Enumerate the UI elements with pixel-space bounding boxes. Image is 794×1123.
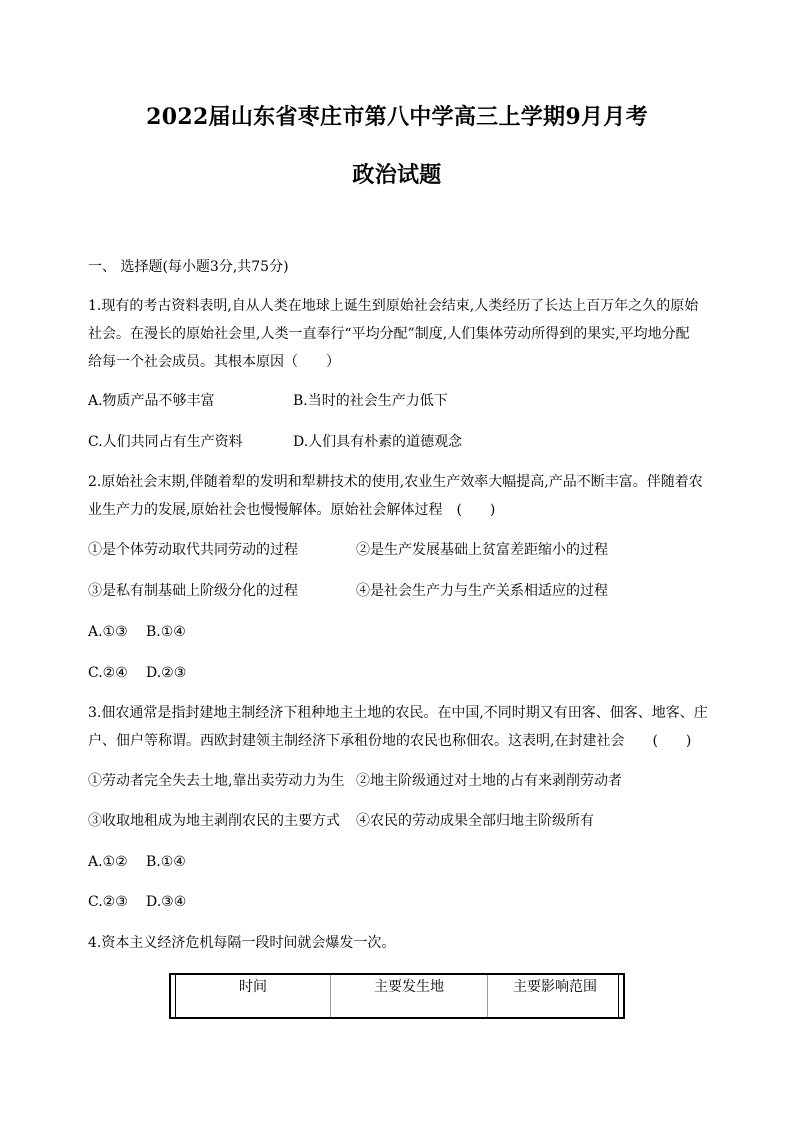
q1-option-a: A.物质产品不够丰富 bbox=[88, 393, 215, 409]
q1-stem-line-1: 1.现有的考古资料表明,自从人类在地球上诞生到原始社会结束,人类经历了长达上百万年之久的原始 bbox=[88, 298, 699, 314]
q3-statement-4: ④农民的劳动成果全部归地主阶级所有 bbox=[356, 813, 594, 829]
table-header-time: 时间 bbox=[239, 979, 267, 995]
q2-option-a: A.①③ bbox=[88, 624, 128, 640]
q2-option-b: B.①④ bbox=[146, 624, 186, 640]
q2-option-c: C.②④ bbox=[88, 665, 128, 681]
crisis-table bbox=[169, 973, 625, 1019]
q4-stem: 4.资本主义经济危机每隔一段时间就会爆发一次。 bbox=[88, 935, 396, 951]
q1-stem-line-3: 给每一个社会成员。其根本原因（ ） bbox=[88, 354, 340, 370]
section-heading: 一、 选择题(每小题3分,共75分) bbox=[88, 259, 289, 275]
q1-stem-line-2: 社会。在漫长的原始社会里,人类一直奉行“平均分配”制度,人们集体劳动所得到的果实,平均地分配 bbox=[88, 326, 690, 342]
q2-stem-line-2: 业生产力的发展,原始社会也慢慢解体。原始社会解体过程 ( ) bbox=[88, 502, 496, 518]
q3-statement-3: ③收取地租成为地主剥削农民的主要方式 bbox=[88, 813, 340, 829]
q3-option-d: D.③④ bbox=[146, 894, 187, 910]
table-header-location: 主要发生地 bbox=[330, 975, 487, 1017]
q2-statement-1: ①是个体劳动取代共同劳动的过程 bbox=[88, 542, 298, 558]
q1-option-b: B.当时的社会生产力低下 bbox=[293, 393, 448, 409]
q1-option-c: C.人们共同占有生产资料 bbox=[88, 434, 243, 450]
q3-statement-1: ①劳动者完全失去土地,靠出卖劳动力为生 bbox=[88, 773, 345, 789]
q3-option-b: B.①④ bbox=[146, 854, 186, 870]
q2-statement-2: ②是生产发展基础上贫富差距缩小的过程 bbox=[356, 542, 608, 558]
q3-statement-2: ②地主阶级通过对土地的占有来剥削劳动者 bbox=[356, 773, 622, 789]
exam-subject-title: 政治试题 bbox=[352, 162, 442, 188]
crisis-table-header-row bbox=[175, 975, 619, 1017]
q3-option-c: C.②③ bbox=[88, 894, 128, 910]
q3-stem-line-2: 户、佃户等称谓。西欧封建领主制经济下承租份地的农民也称佃农。这表明,在封建社会 ( ) bbox=[88, 733, 692, 749]
q1-option-d: D.人们具有朴素的道德观念 bbox=[293, 434, 463, 450]
q2-stem-line-1: 2.原始社会末期,伴随着犁的发明和犁耕技术的使用,农业生产效率大幅提高,产品不断丰富。伴随着农 bbox=[88, 474, 703, 490]
q2-statement-3: ③是私有制基础上阶级分化的过程 bbox=[88, 583, 298, 599]
q3-option-a: A.①② bbox=[88, 854, 128, 870]
q3-stem-line-1: 3.佃农通常是指封建地主制经济下租种地主土地的农民。在中国,不同时期又有田客、佃客、地客、庄 bbox=[88, 705, 708, 721]
q2-statement-4: ④是社会生产力与生产关系相适应的过程 bbox=[356, 583, 608, 599]
table-header-impact-scope: 主要影响范围 bbox=[487, 975, 622, 1017]
q2-option-d: D.②③ bbox=[146, 665, 187, 681]
exam-title: 2022届山东省枣庄市第八中学高三上学期9月月考 bbox=[146, 104, 648, 130]
